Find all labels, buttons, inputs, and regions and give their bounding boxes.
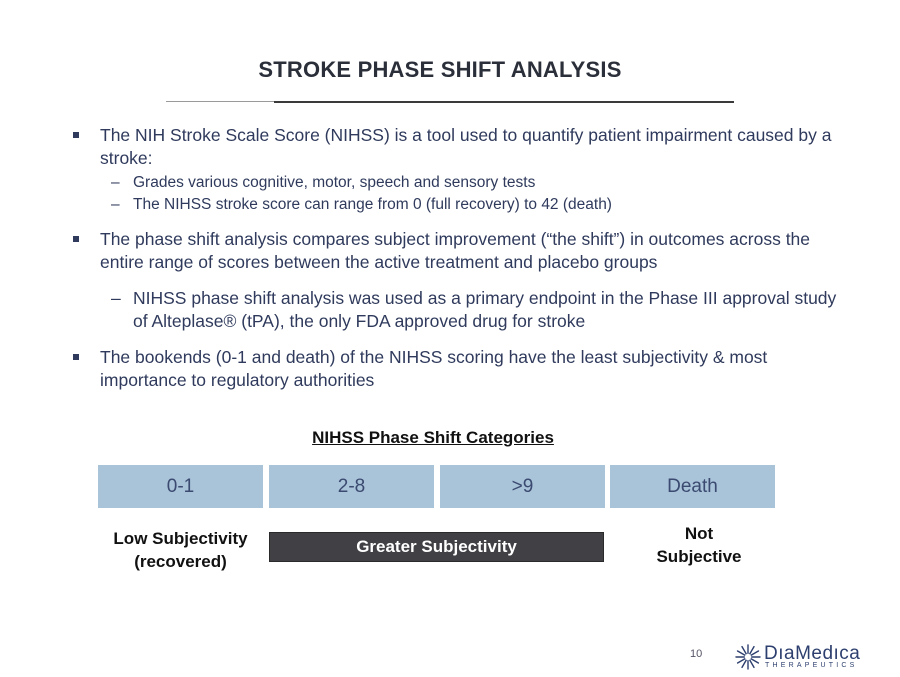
category-box-gt9: >9 — [440, 465, 605, 508]
square-bullet-icon — [73, 132, 79, 138]
greater-subjectivity-bar: Greater Subjectivity — [269, 532, 604, 562]
bullet-item — [70, 228, 850, 274]
dash-bullet-icon: – — [111, 174, 120, 191]
dash-bullet-icon: – — [111, 288, 121, 308]
bullet-text: The NIH Stroke Scale Score (NIHSS) is a tool used to quantify patient impairment caused by a stroke: — [100, 125, 832, 168]
title-divider-accent — [274, 101, 734, 103]
starburst-logo-icon — [734, 643, 762, 671]
category-box-0-1: 0-1 — [98, 465, 263, 508]
category-box-2-8: 2-8 — [269, 465, 434, 508]
bullet-item — [70, 124, 850, 170]
categories-title: NIHSS Phase Shift Categories — [312, 428, 554, 447]
sub-bullet-text: NIHSS phase shift analysis was used as a primary endpoint in the Phase III approval study of Alteplase® (tPA), the only FDA approved drug for stroke — [133, 288, 837, 331]
square-bullet-icon — [73, 236, 79, 242]
sub-bullet-item — [70, 194, 850, 216]
low-subjectivity-label: Low Subjectivity (recovered) — [113, 529, 248, 571]
page-number: 10 — [690, 648, 703, 660]
sub-bullet-text: Grades various cognitive, motor, speech and sensory tests — [133, 174, 536, 191]
dash-bullet-icon: – — [111, 196, 120, 213]
sub-bullet-text: The NIHSS stroke score can range from 0 (full recovery) to 42 (death) — [133, 196, 612, 213]
slide-title: STROKE PHASE SHIFT ANALYSIS — [258, 57, 622, 82]
logo-subtitle: THERAPEUTICS — [765, 662, 858, 669]
bullet-list — [70, 124, 850, 392]
bullet-text: The bookends (0-1 and death) of the NIHSS scoring have the least subjectivity & most importance to regulatory authorities — [100, 347, 768, 390]
bullet-text: The phase shift analysis compares subject improvement (“the shift”) in outcomes across the entire range of scores between the active treatment and placebo groups — [100, 229, 811, 272]
bullet-item — [70, 346, 850, 392]
logo-wordmark: DıaMedıca — [764, 643, 861, 664]
sub-bullet-item — [70, 287, 850, 333]
not-subjective-label: Not Subjective — [656, 524, 742, 566]
square-bullet-icon — [73, 354, 79, 360]
company-logo — [732, 642, 862, 672]
sub-bullet-item — [70, 172, 850, 194]
category-box-death: Death — [610, 465, 775, 508]
